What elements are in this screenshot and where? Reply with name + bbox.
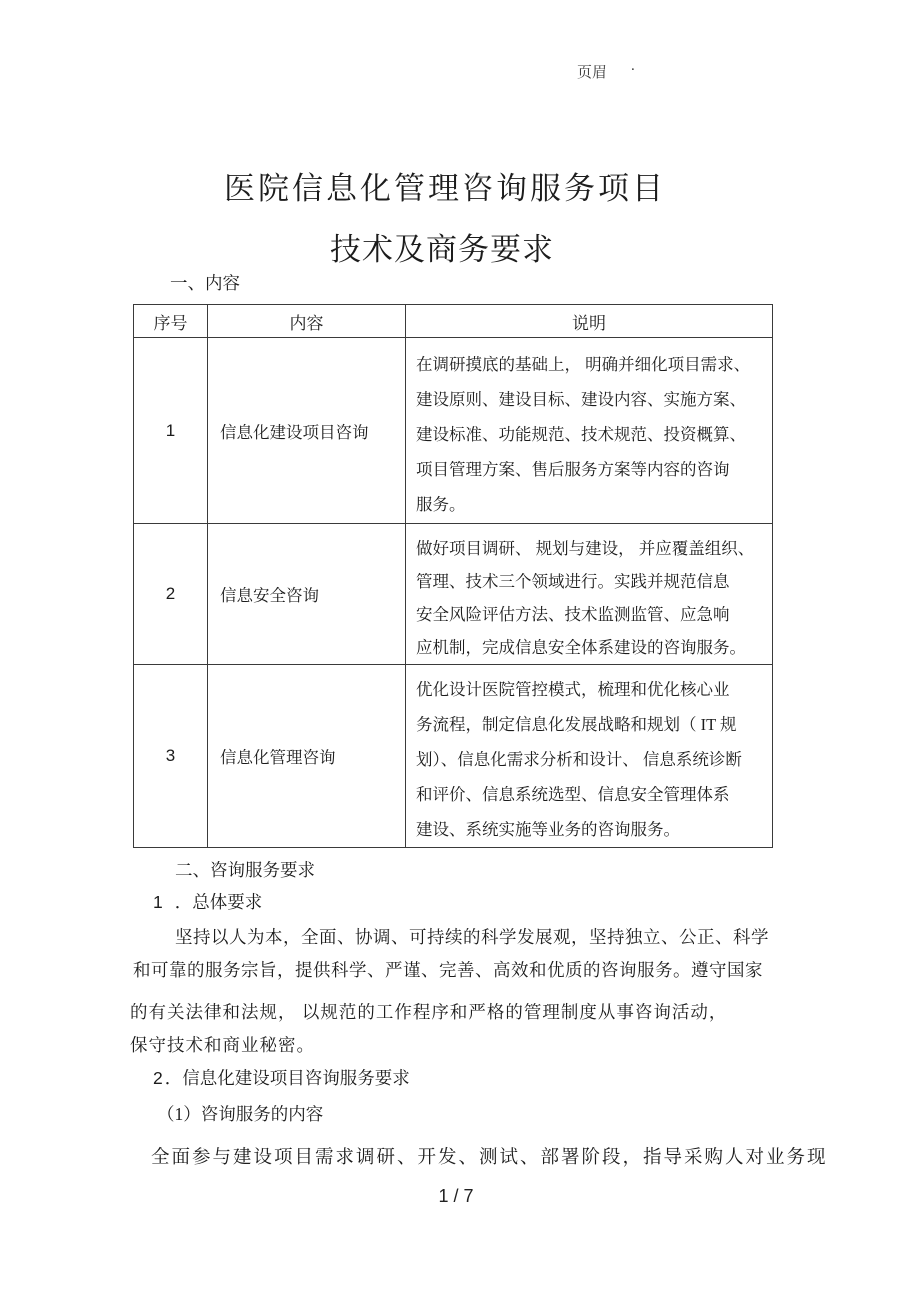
table-header-row [134, 305, 773, 338]
desc-line: 建设标准、功能规范、技术规范、投资概算、 [416, 424, 746, 444]
document-title: 医院信息化管理咨询服务项目 [224, 171, 666, 206]
table-header-desc: 说明 [406, 305, 773, 338]
subsection-1-number: 1 [153, 892, 163, 912]
desc-line: 服务。 [416, 494, 466, 514]
subsection-2-number: 2 [153, 1068, 163, 1088]
desc-line: 项目管理方案、售后服务方案等内容的咨询 [416, 459, 730, 479]
document-subtitle: 技术及商务要求 [330, 232, 554, 267]
paragraph-line: 和可靠的服务宗旨，提供科学、严谨、完善、高效和优质的咨询服务。遵守国家 [133, 960, 763, 980]
desc-line: 建设、系统实施等业务的咨询服务。 [416, 820, 680, 839]
row1-content: 信息化建设项目咨询 [208, 338, 406, 524]
desc-line: 划）、信息化需求分析和设计、 信息系统诊断 [416, 750, 742, 769]
subsection-2-heading [153, 1065, 410, 1090]
desc-line: 管理、技术三个领域进行。实践并规范信息 [416, 571, 730, 591]
paragraph-line: 保守技术和商业秘密。 [130, 1035, 315, 1055]
table-row [134, 338, 773, 524]
row2-no: 2 [134, 524, 208, 665]
table-header-content: 内容 [208, 305, 406, 338]
subsection-1-label: ．总体要求 [174, 892, 263, 912]
desc-line: 务流程，制定信息化发展战略和规划（ IT 规 [416, 715, 737, 734]
row3-no: 3 [134, 665, 208, 848]
table-row [134, 665, 773, 848]
desc-line: 做好项目调研、 规划与建设， 并应覆盖组织、 [416, 538, 755, 558]
subsection-2-label: ．信息化建设项目咨询服务要求 [164, 1068, 410, 1088]
paragraph-line: 的有关法律和法规， 以规范的工作程序和严格的管理制度从事咨询活动， [130, 1002, 728, 1022]
desc-line: 应机制，完成信息安全体系建设的咨询服务。 [416, 637, 746, 657]
row1-no: 1 [134, 338, 208, 524]
table-row [134, 524, 773, 665]
table-header-no: 序号 [134, 305, 208, 338]
desc-line: 在调研摸底的基础上， 明确并细化项目需求、 [416, 354, 751, 374]
header-text: 页眉 [577, 65, 608, 81]
paragraph-general-requirements [133, 921, 769, 987]
subsection-2-item-1: （1）咨询服务的内容 [157, 1104, 324, 1124]
row3-desc [406, 665, 773, 848]
paragraph-line: 坚持以人为本，全面、协调、可持续的科学发展观，坚持独立、公正、科学 [175, 927, 769, 947]
subsection-1-heading [153, 889, 262, 914]
paragraph-service-content: 全面参与建设项目需求调研、开发、测试、部署阶段，指导采购人对业务现 [151, 1148, 828, 1168]
desc-line: 优化设计医院管控模式，梳理和优化核心业 [416, 680, 730, 699]
page-number: 1 / 7 [438, 1186, 474, 1206]
paragraph-law-compliance [130, 996, 727, 1062]
row1-desc [406, 338, 773, 524]
section-heading-content: 一、内容 [170, 273, 240, 293]
section-heading-requirements: 二、咨询服务要求 [175, 860, 315, 880]
content-table [133, 304, 773, 848]
desc-line: 安全风险评估方法、技术监测监管、应急响 [416, 604, 730, 624]
desc-line: 建设原则、建设目标、建设内容、实施方案、 [416, 389, 746, 409]
header-dot: . [631, 58, 635, 74]
row2-content: 信息安全咨询 [208, 524, 406, 665]
row3-content: 信息化管理咨询 [208, 665, 406, 848]
row2-desc [406, 524, 773, 665]
desc-line: 和评价、信息系统选型、信息安全管理体系 [416, 785, 730, 804]
